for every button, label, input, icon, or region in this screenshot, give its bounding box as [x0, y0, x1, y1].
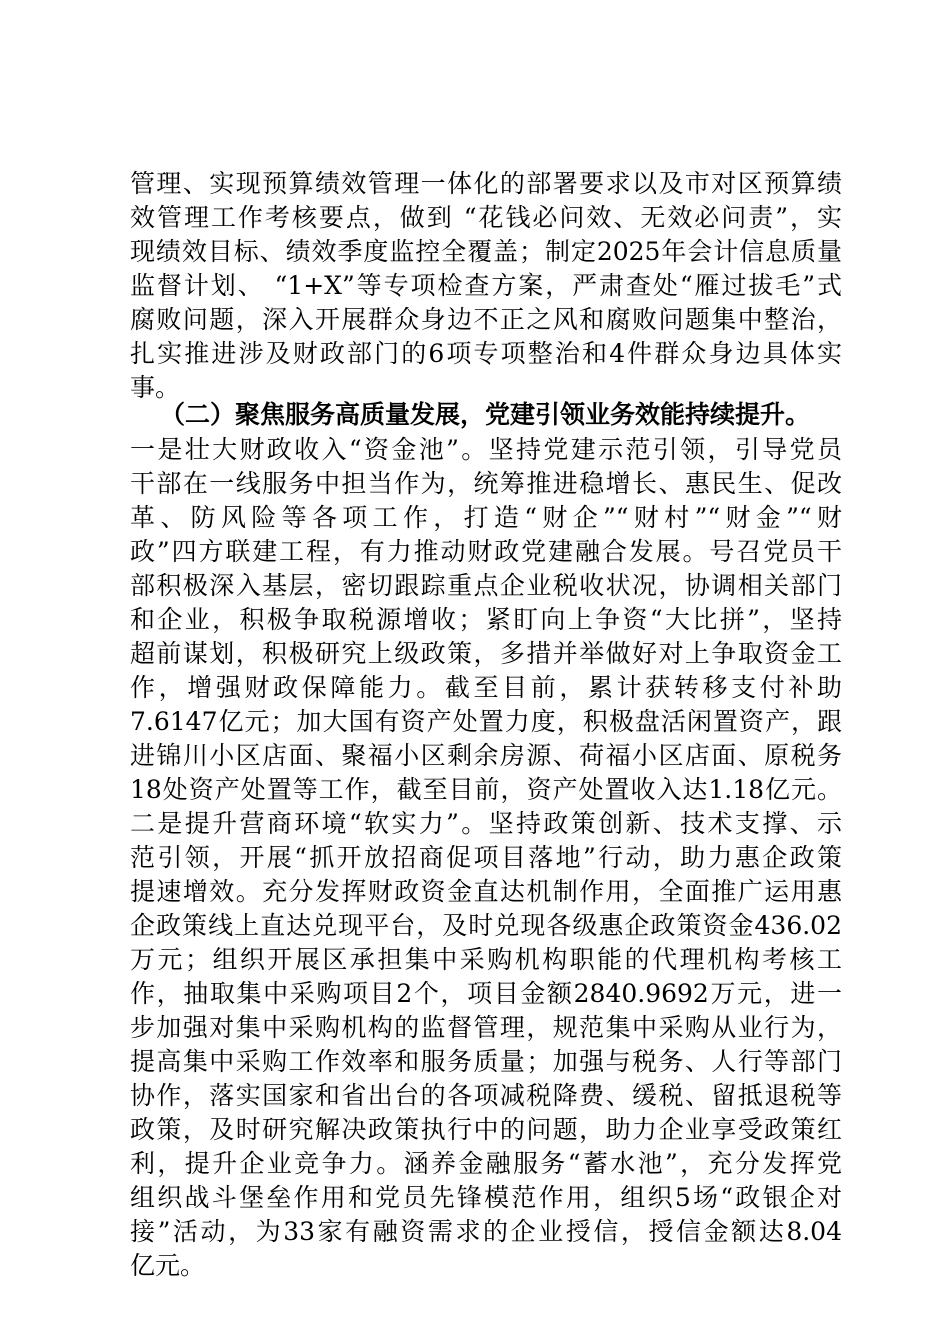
body-text-line: 革、防风险等各项工作，打造“财企”“财村”“财金”“财 — [130, 503, 842, 532]
body-text-line: 提高集中采购工作效率和服务质量；加强与税务、人行等部门 — [130, 1047, 842, 1076]
body-text-line: 和企业，积极争取税源增收；紧盯向上争资“大比拼”，坚持 — [130, 605, 842, 634]
body-text-line: 利，提升企业竞争力。涵养金融服务“蓄水池”，充分发挥党 — [130, 1149, 842, 1178]
body-text-line: 监督计划、 “1+X”等专项检查方案，严肃查处“雁过拔毛”式 — [130, 271, 842, 300]
section-heading: （二）聚焦服务高质量发展，党建引领业务效能持续提升。 — [160, 400, 811, 429]
body-text-line: 政”四方联建工程，有力推动财政党建融合发展。号召党员干 — [130, 537, 842, 566]
body-text-line: 二是提升营商环境“软实力”。坚持政策创新、技术支撑、示 — [130, 809, 842, 838]
body-text-line: 进锦川小区店面、聚福小区剩余房源、荷福小区店面、原税务 — [130, 741, 842, 770]
body-text-line: 超前谋划，积极研究上级政策，多措并举做好对上争取资金工 — [130, 639, 842, 668]
body-text-line: 18处资产处置等工作，截至目前，资产处置收入达1.18亿元。 — [130, 775, 842, 804]
body-text-line: 腐败问题，深入开展群众身边不正之风和腐败问题集中整治， — [130, 305, 842, 334]
body-text-line: 企政策线上直达兑现平台，及时兑现各级惠企政策资金436.02 — [130, 911, 842, 940]
body-text-line: 扎实推进涉及财政部门的6项专项整治和4件群众身边具体实 — [130, 339, 842, 368]
body-text-line: 现绩效目标、绩效季度监控全覆盖；制定2025年会计信息质量 — [130, 237, 842, 266]
body-text-line: 步加强对集中采购机构的监督管理，规范集中采购从业行为， — [130, 1013, 842, 1042]
body-text-line: 政策，及时研究解决政策执行中的问题，助力企业享受政策红 — [130, 1115, 842, 1144]
body-text-line: 效管理工作考核要点，做到 “花钱必问效、无效必问责”，实 — [130, 203, 842, 232]
body-text-line: 事。 — [130, 373, 181, 402]
body-text-line: 7.6147亿元；加大国有资产处置力度，积极盘活闲置资产，跟 — [130, 707, 842, 736]
body-text-line: 提速增效。充分发挥财政资金直达机制作用，全面推广运用惠 — [130, 877, 842, 906]
body-text-line: 一是壮大财政收入“资金池”。坚持党建示范引领，引导党员 — [130, 435, 842, 464]
body-text-line: 干部在一线服务中担当作为，统筹推进稳增长、惠民生、促改 — [130, 469, 842, 498]
body-text-line: 万元；组织开展区承担集中采购机构职能的代理机构考核工 — [130, 945, 842, 974]
body-text-line: 作，抽取集中采购项目2个，项目金额2840.9692万元，进一 — [130, 979, 842, 1008]
body-text-line: 管理、实现预算绩效管理一体化的部署要求以及市对区预算绩 — [130, 169, 842, 198]
body-text-line: 接”活动，为33家有融资需求的企业授信，授信金额达8.04 — [130, 1217, 842, 1246]
body-text-line: 组织战斗堡垒作用和党员先锋模范作用，组织5场“政银企对 — [130, 1183, 842, 1212]
body-text-line: 部积极深入基层，密切跟踪重点企业税收状况，协调相关部门 — [130, 571, 842, 600]
body-text-line: 范引领，开展“抓开放招商促项目落地”行动，助力惠企政策 — [130, 843, 842, 872]
body-text-line: 作，增强财政保障能力。截至目前，累计获转移支付补助 — [130, 673, 842, 702]
body-text-line: 协作，落实国家和省出台的各项减税降费、缓税、留抵退税等 — [130, 1081, 842, 1110]
body-text-line: 亿元。 — [130, 1251, 206, 1280]
